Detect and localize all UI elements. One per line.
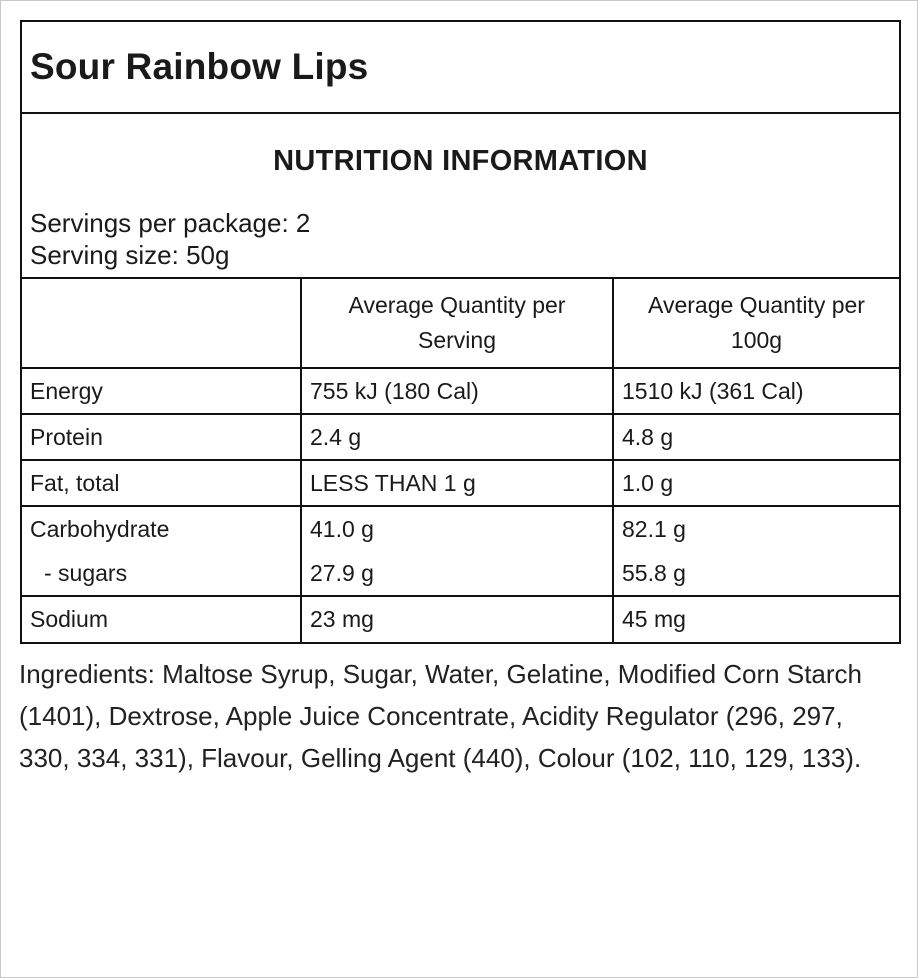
row-per-100g: 4.8 g (613, 414, 899, 460)
header-cell-per-serving: Average Quantity per Serving (301, 279, 613, 368)
carb-per-serving-cell (301, 506, 613, 596)
table-header-row (22, 279, 899, 368)
row-per-serving: 23 mg (301, 596, 613, 642)
table-row-carbohydrate (22, 506, 899, 596)
row-per-serving: 41.0 g (310, 516, 374, 542)
product-title: Sour Rainbow Lips (30, 46, 369, 87)
row-label: Protein (22, 414, 301, 460)
sub-row-label: - sugars (44, 560, 128, 586)
table-row-protein (22, 414, 899, 460)
table-row-energy (22, 368, 899, 414)
row-label: Energy (22, 368, 301, 414)
row-per-100g: 82.1 g (622, 516, 686, 542)
row-per-100g: 1510 kJ (361 Cal) (613, 368, 899, 414)
table-row-fat (22, 460, 899, 506)
row-label: Sodium (22, 596, 301, 642)
row-per-100g: 1.0 g (613, 460, 899, 506)
row-per-100g: 45 mg (613, 596, 899, 642)
nutrition-info-header (22, 114, 899, 279)
carb-per-100g-cell (613, 506, 899, 596)
row-label: Fat, total (22, 460, 301, 506)
row-per-serving: 2.4 g (301, 414, 613, 460)
product-title-row (22, 22, 899, 114)
row-per-serving: LESS THAN 1 g (301, 460, 613, 506)
header-cell-blank (22, 279, 301, 368)
row-per-serving: 755 kJ (180 Cal) (301, 368, 613, 414)
nutrition-table (22, 279, 899, 642)
serving-size: Serving size: 50g (30, 240, 230, 270)
nutrition-panel (20, 20, 901, 644)
nutrition-heading: NUTRITION INFORMATION (273, 145, 648, 177)
row-label: Carbohydrate (30, 516, 170, 542)
ingredients-text: Ingredients: Maltose Syrup, Sugar, Water, Gelatine, Modified Corn Starch (1401), Dextrose, Apple Juice Concentrate, Acidity Regulator (296, 297, 330, 334, 331), Flavour, Gelling Agent (440), Colour (102, 110, 129, 133). (19, 659, 863, 773)
header-cell-per-100g: Average Quantity per 100g (613, 279, 899, 368)
table-row-sodium (22, 596, 899, 642)
carb-label-cell (22, 506, 301, 596)
sub-row-per-100g: 55.8 g (622, 560, 686, 586)
sub-row-per-serving: 27.9 g (310, 560, 374, 586)
servings-per-package: Servings per package: 2 (30, 208, 311, 238)
